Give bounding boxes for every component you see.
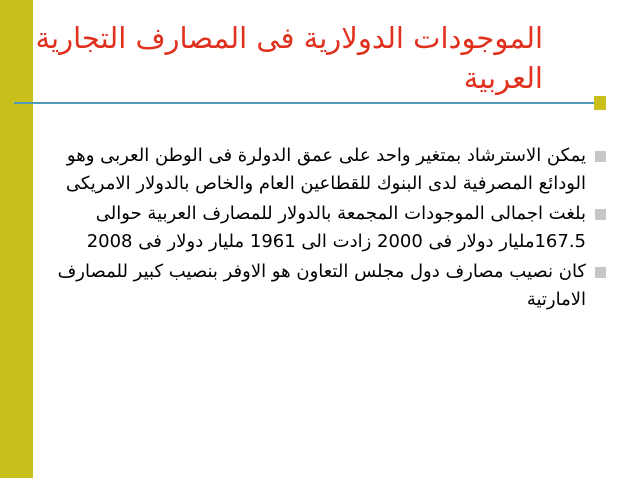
slide-title: الموجودات الدولارية فى المصارف التجارية العربية [35,21,543,95]
title-divider-line [14,102,594,104]
bullet-text: يمكن الاسترشاد بمتغير واحد على عمق الدولرة فى الوطن العربى وهو الودائع المصرفية لدى البنوك للقطاعين العام والخاص بالدولار الامريكى [65,145,586,194]
bullet-list [36,142,606,316]
square-bullet-icon [595,151,606,162]
divider-accent-block [594,96,606,110]
bullet-item [36,258,606,314]
square-bullet-icon [595,267,606,278]
bullet-item [36,142,606,198]
bullet-item [36,200,606,256]
bullet-text: كان نصيب مصارف دول مجلس التعاون هو الاوفر بنصيب كبير للمصارف الامارتية [57,261,586,310]
square-bullet-icon [595,209,606,220]
bullet-text: بلغت اجمالى الموجودات المجمعة بالدولار للمصارف العربية حوالى 167.5مليار دولار فى 2000 زادت الى 1961 مليار دولار فى 2008 [86,203,586,252]
